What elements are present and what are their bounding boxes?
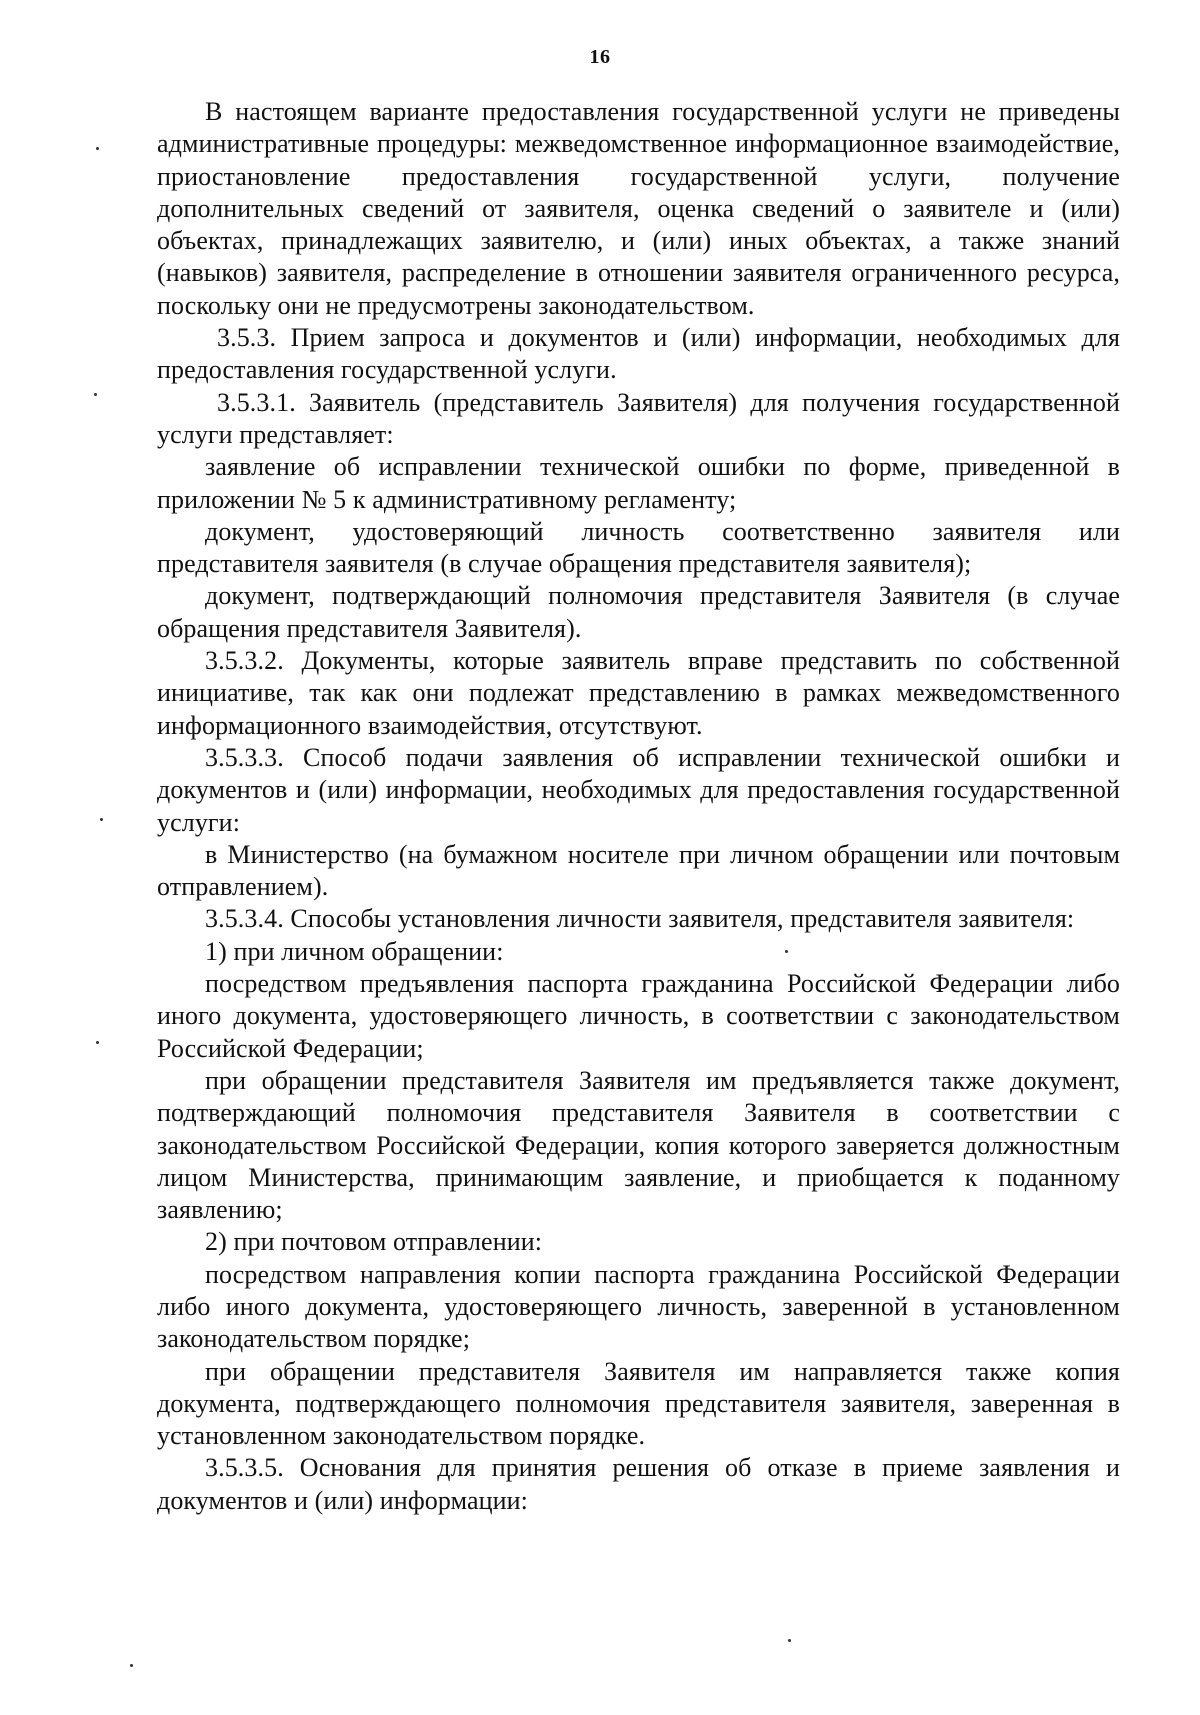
section-3-5-3-1: 3.5.3.1. Заявитель (представитель Заявителя) для получения государственной услуги представляет:	[157, 387, 1120, 449]
scan-speck	[96, 1041, 99, 1044]
section-3-5-3-5: 3.5.3.5. Основания для принятия решения об отказе в приеме заявления и документов и (или) информации:	[157, 1453, 1120, 1515]
scan-speck	[94, 393, 97, 396]
page-number: 16	[589, 46, 611, 68]
section-3-5-3-heading: 3.5.3. Прием запроса и документов и (или) информации, необходимых для предоставления государственной услуги.	[157, 323, 1120, 385]
scan-speck	[785, 950, 788, 953]
list-item-passport-copy: посредством направления копии паспорта гражданина Российской Федерации либо иного документа, удостоверяющего личность, заверенной в установленном законодательством порядке;	[157, 1259, 1120, 1354]
list-item-passport-presentation: посредством предъявления паспорта гражданина Российской Федерации либо иного документа, удостоверяющего личность, в соответствии с законодательством Российской Федерации;	[157, 969, 1120, 1063]
list-item-authority-document: документ, подтверждающий полномочия представителя Заявителя (в случае обращения представителя Заявителя).	[157, 581, 1120, 643]
list-item-by-mail: 2) при почтовом отправлении:	[205, 1227, 543, 1257]
scan-speck	[130, 1664, 133, 1667]
section-3-5-3-2: 3.5.3.2. Документы, которые заявитель вправе представить по собственной инициативе, так как они подлежат представлению в рамках межведомственного информационного взаимодействия, отсутствуют.	[157, 646, 1120, 740]
list-item-identity-document: документ, удостоверяющий личность соответственно заявителя или представителя заявителя (в случае обращения представителя заявителя);	[157, 516, 1120, 579]
list-item-application: заявление об исправлении технической ошибки по форме, приведенной в приложении № 5 к административному регламенту;	[157, 452, 1120, 514]
scan-speck	[96, 147, 99, 150]
section-3-5-3-3: 3.5.3.3. Способ подачи заявления об исправлении технической ошибки и документов и (или) информации, необходимых для предоставления государственной услуги:	[157, 742, 1120, 837]
list-item-in-person: 1) при личном обращении:	[205, 936, 504, 966]
scan-speck	[100, 818, 103, 821]
list-item-ministry-submission: в Министерство (на бумажном носителе при личном обращении или почтовым отправлением).	[157, 839, 1120, 902]
scan-speck	[788, 1639, 791, 1642]
paragraph-intro: В настоящем варианте предоставления государственной услуги не приведены административные процедуры: межведомственное информационное взаимодействие, приостановление предоставления государственной услуги, получение дополнительных сведений от заявителя, оценка сведений о заявителе и (или) объектах, принадлежащих заявителю, и (или) иных объектах, а также знаний (навыков) заявителя, распределение в отношении заявителя ограниченного ресурса, поскольку они не предусмотрены законодательством.	[157, 97, 1120, 320]
section-3-5-3-4: 3.5.3.4. Способы установления личности заявителя, представителя заявителя:	[205, 904, 1075, 934]
document-body	[157, 96, 1120, 1517]
list-item-representative-copy: при обращении представителя Заявителя им направляется также копия документа, подтверждающего полномочия представителя заявителя, заверенная в установленном законодательством порядке.	[157, 1356, 1120, 1451]
list-item-representative-presentation: при обращении представителя Заявителя им предъявляется также документ, подтверждающий полномочия представителя Заявителя в соответствии с законодательством Российской Федерации, копия которого заверяется должностным лицом Министерства, принимающим заявление, и приобщается к поданному заявлению;	[157, 1065, 1120, 1225]
